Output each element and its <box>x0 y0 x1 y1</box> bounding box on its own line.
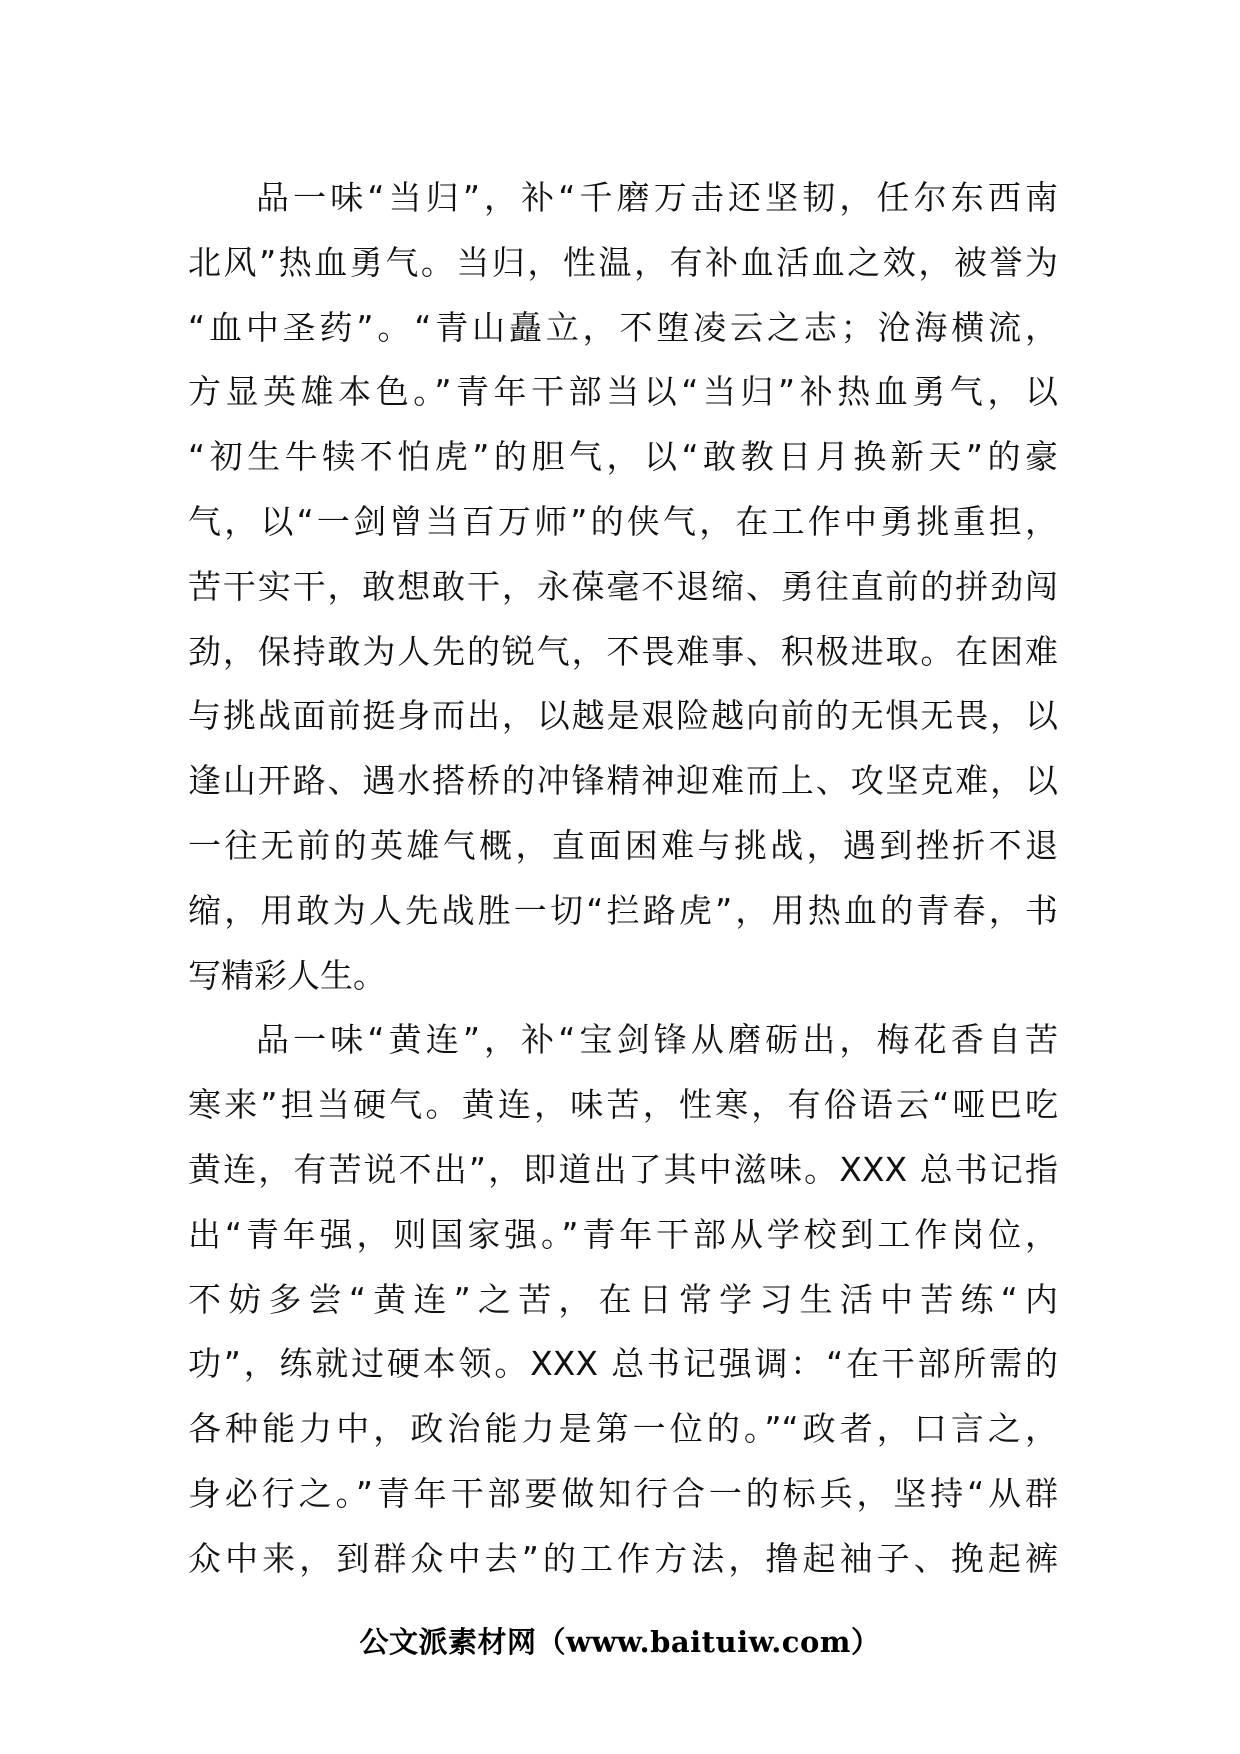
text-line: 与挑战面前挺身而出，以越是艰险越向前的无惧无畏，以 <box>188 696 1058 736</box>
text-line: 一往无前的英雄气概，直面困难与挑战，遇到挫折不退 <box>188 825 1058 865</box>
text-line: 众中来，到群众中去”的工作方法，撸起袖子、挽起裤 <box>188 1538 1058 1578</box>
text-line: 气，以“一剑曾当百万师”的侠气，在工作中勇挑重担， <box>188 501 1058 541</box>
text-line: 品一味“当归”，补“千磨万击还坚韧，任尔东西南 <box>256 178 1058 217</box>
text-line: 方显英雄本色。”青年干部当以“当归”补热血勇气，以 <box>188 372 1058 412</box>
text-line: 苦干实干，敢想敢干，永葆毫不退缩、勇往直前的拼劲闯 <box>188 566 1058 606</box>
text-line: 劲，保持敢为人先的锐气，不畏难事、积极进取。在困难 <box>188 631 1058 671</box>
text-line: 不妨多尝“黄连”之苦，在日常学习生活中苦练“内 <box>188 1279 1058 1319</box>
body-text <box>188 166 1058 1592</box>
text-line: 逢山开路、遇水搭桥的冲锋精神迎难而上、攻坚克难，以 <box>188 761 1058 801</box>
text-line: 功”，练就过硬本领。XXX 总书记强调：“在干部所需的 <box>188 1344 1058 1384</box>
text-line: 北风”热血勇气。当归，性温，有补血活血之效，被誉为 <box>188 242 1058 282</box>
text-line: 黄连，有苦说不出”，即道出了其中滋味。XXX 总书记指 <box>188 1149 1058 1189</box>
text-line: “初生牛犊不怕虎”的胆气，以“敢教日月换新天”的豪 <box>188 437 1058 477</box>
text-line: 身必行之。”青年干部要做知行合一的标兵，坚持“从群 <box>188 1473 1058 1513</box>
text-line: 各种能力中，政治能力是第一位的。”“政者，口言之， <box>188 1409 1058 1449</box>
footer-watermark: 公文派素材网（www.baituiw.com） <box>359 1625 881 1659</box>
text-line: 品一味“黄连”，补“宝剑锋从磨砺出，梅花香自苦 <box>256 1020 1058 1060</box>
text-line: “血中圣药”。“青山矗立，不堕凌云之志；沧海横流， <box>188 307 1058 347</box>
text-line: 寒来”担当硬气。黄连，味苦，性寒，有俗语云“哑巴吃 <box>188 1085 1058 1125</box>
text-line: 出“青年强，则国家强。”青年干部从学校到工作岗位， <box>188 1214 1058 1254</box>
text-line: 写精彩人生。 <box>188 955 386 995</box>
text-line: 缩，用敢为人先战胜一切“拦路虎”，用热血的青春，书 <box>188 890 1058 930</box>
